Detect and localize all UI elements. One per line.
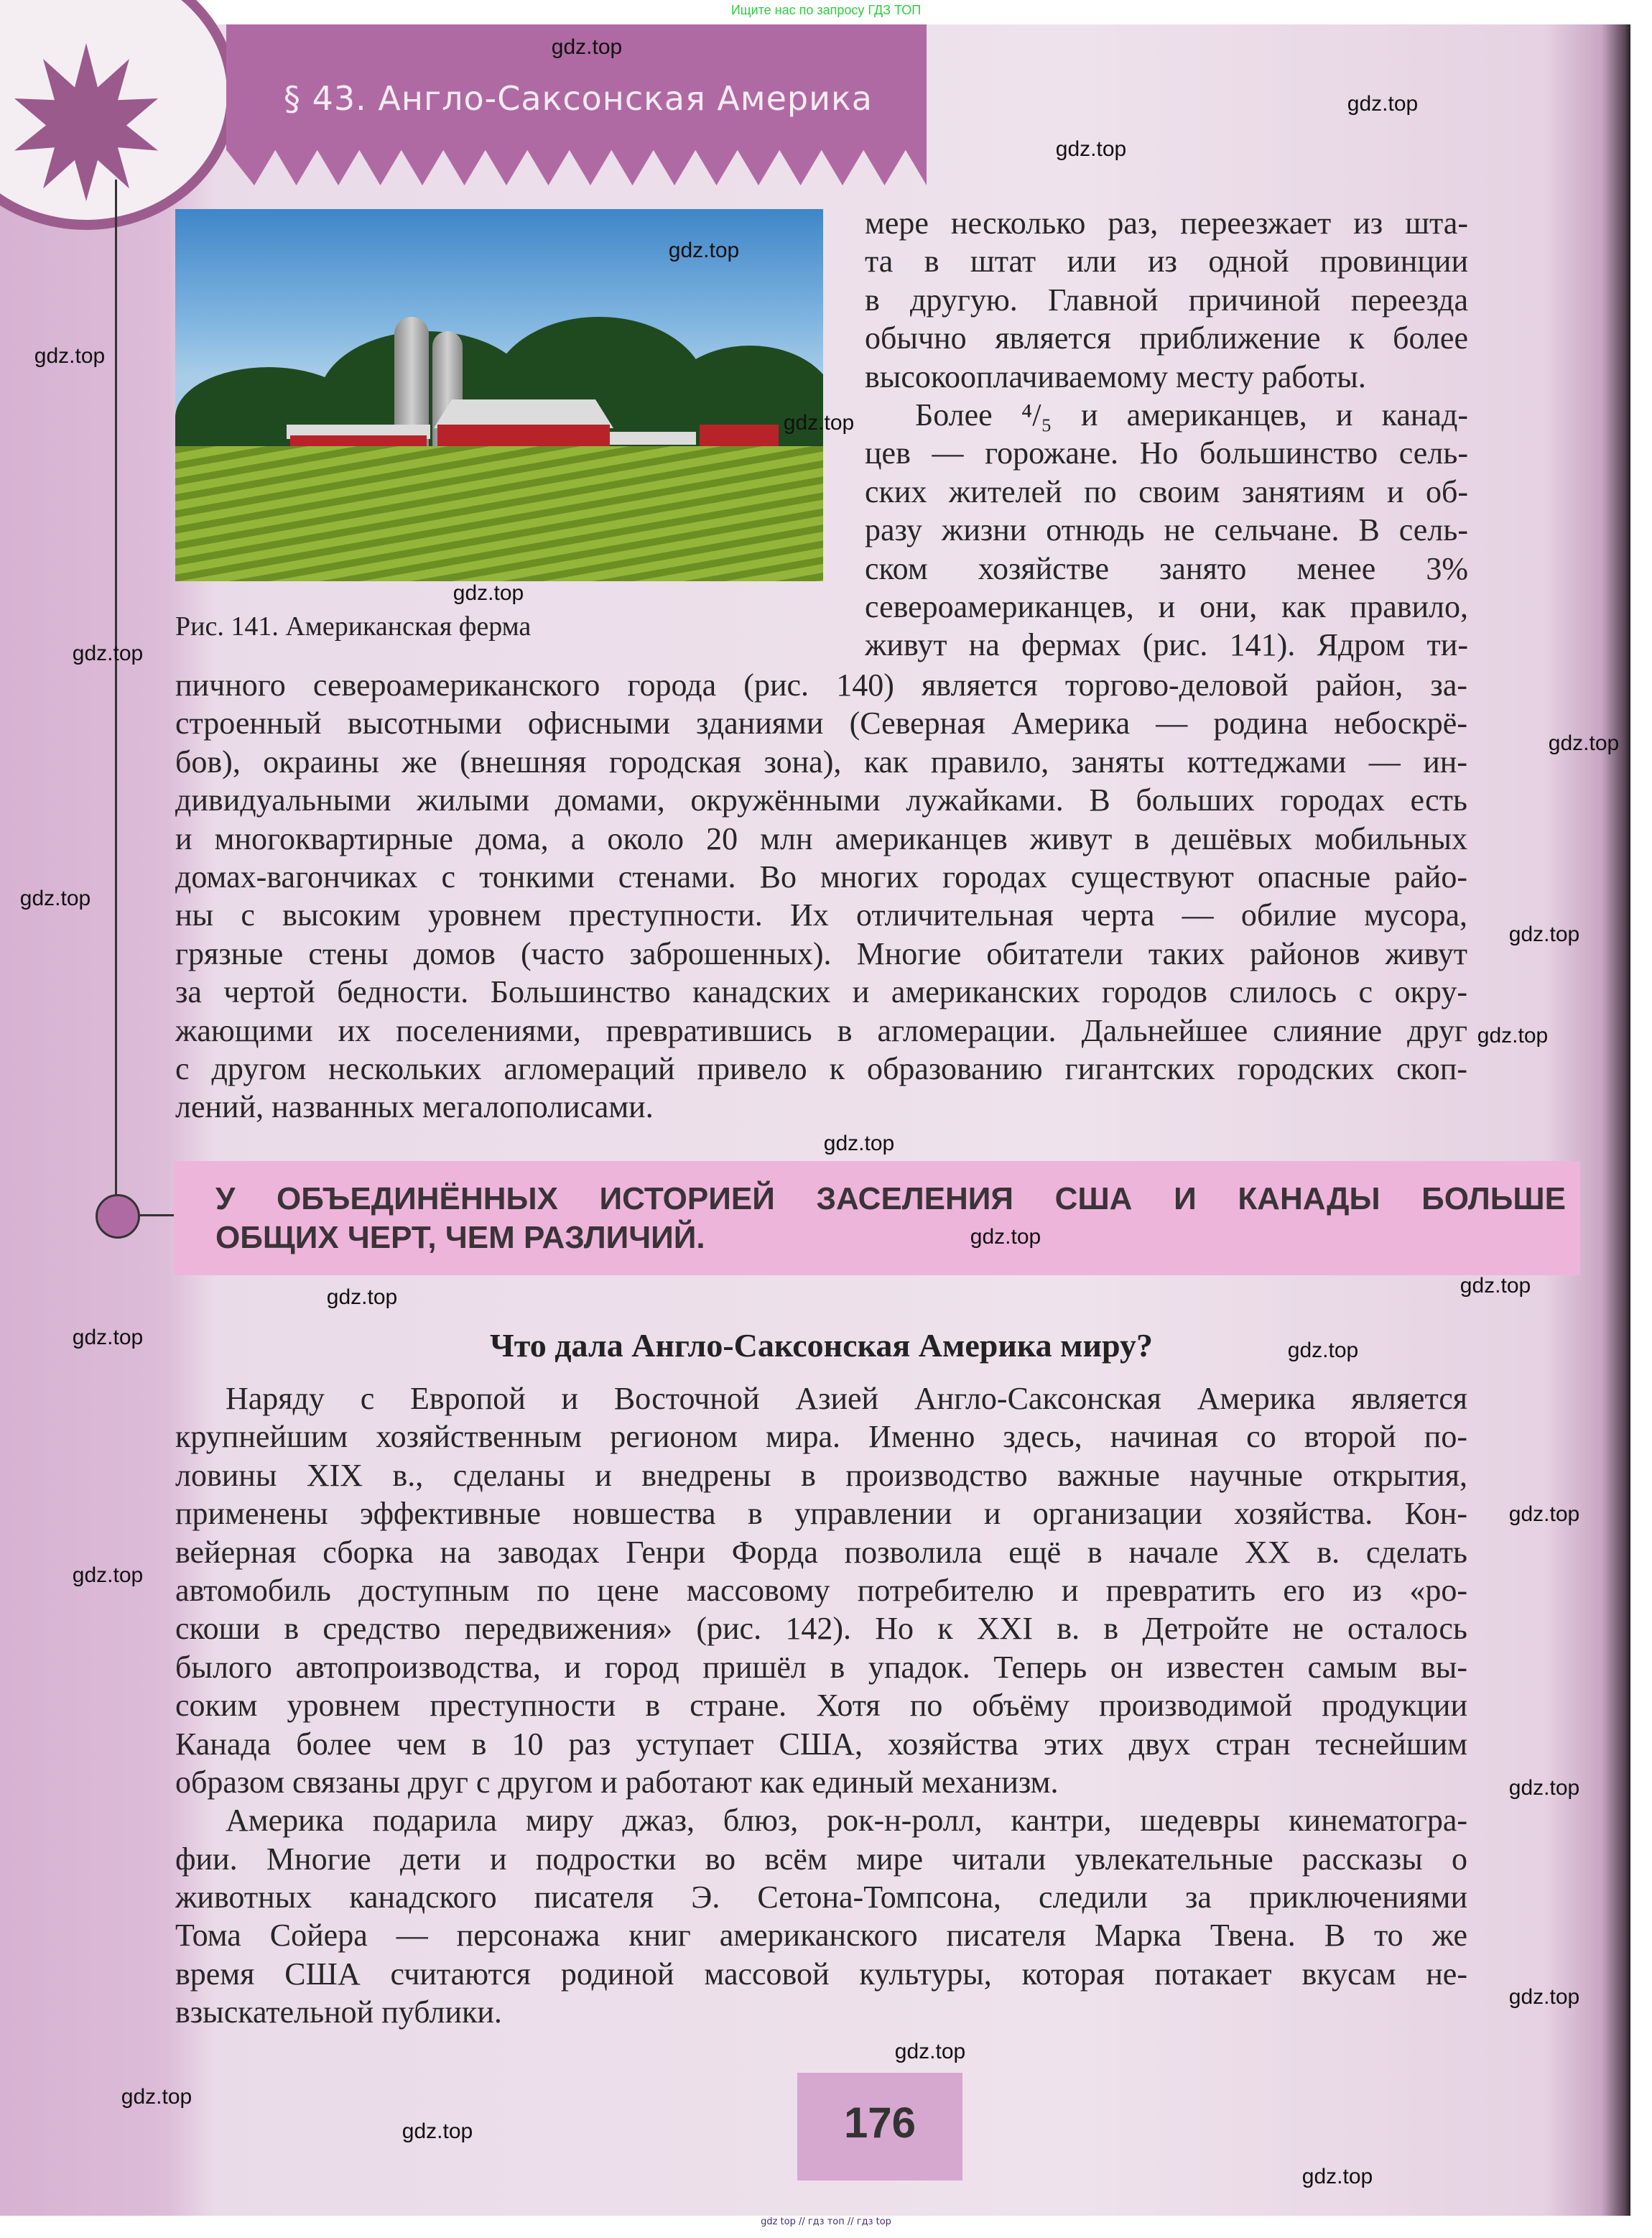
- watermark: gdz.top: [1287, 1338, 1359, 1362]
- text-line: с другом нескольких агломераций привело к образованию гигантских городских скоп-: [175, 1050, 1467, 1086]
- watermark: gdz.top: [970, 1225, 1041, 1249]
- watermark: gdz.top: [1055, 137, 1127, 161]
- watermark: gdz.top: [1301, 2165, 1373, 2188]
- watermark: gdz.top: [551, 35, 623, 59]
- thesis-line: У ОБЪЕДИНЁННЫХ ИСТОРИЕЙ ЗАСЕЛЕНИЯ США И КАНАДЫ БОЛЬШЕ: [215, 1181, 1566, 1216]
- text-line: дивидуальными жилыми домами, окружёнными лужайками. В больших городах есть: [175, 782, 1467, 818]
- watermark: gdz.top: [72, 1563, 144, 1587]
- text-line: та в штат или из одной провинции: [865, 244, 1468, 279]
- text-line: Тома Сойера — персонажа книг американского писателя Марка Твена. В то же: [175, 1918, 1467, 1953]
- text-line: цев — горожане. Но большинство сель-: [865, 435, 1468, 471]
- watermark: gdz.top: [1477, 1024, 1549, 1048]
- thesis-text: [215, 1180, 1566, 1257]
- watermark: gdz.top: [1508, 923, 1580, 946]
- text-line: Америка подарила миру джаз, блюз, рок-н-ролл, кантри, шедевры кинематогра-: [226, 1803, 1467, 1839]
- thesis-line: ОБЩИХ ЧЕРТ, ЧЕМ РАЗЛИЧИЙ.: [215, 1220, 705, 1255]
- footer-note: gdz top // гдз топ // гдз top: [761, 2216, 891, 2227]
- watermark: gdz.top: [453, 581, 524, 605]
- right-column-text: [865, 204, 1468, 665]
- text-line: бов), окраины же (внешняя городская зона), как правило, заняты коттеджами — ин-: [175, 744, 1467, 780]
- watermark: gdz.top: [823, 1132, 895, 1155]
- text-line: ловины XIX в., сделаны и внедрены в производство важные научные открытия,: [175, 1457, 1467, 1493]
- text-line: за чертой бедности. Большинство канадских и американских городов слилось с окру-: [175, 974, 1467, 1010]
- watermark: gdz.top: [1460, 1274, 1531, 1298]
- watermark: gdz.top: [402, 2119, 473, 2143]
- text-line: домах-вагончиках с тонкими стенами. Во многих городах существуют опасные райо-: [175, 859, 1467, 894]
- text-line: в другую. Главной причиной переезда: [865, 282, 1468, 318]
- watermark: gdz.top: [1548, 731, 1620, 755]
- top-note: Ищите нас по запросу ГДЗ ТОП: [730, 3, 922, 17]
- watermark: gdz.top: [1347, 92, 1419, 116]
- text-line: лений, названных мегалополисами.: [175, 1089, 654, 1125]
- subsection-text: [175, 1379, 1467, 2032]
- watermark: gdz.top: [72, 642, 144, 665]
- subsection-heading: Что дала Англо-Саксонская Америка миру?: [490, 1327, 1153, 1364]
- text-line: Более ⁴/₅ и американцев, и канад-: [915, 397, 1468, 433]
- watermark: gdz.top: [894, 2040, 966, 2063]
- text-line: крупнейшим хозяйственным регионом мира. Именно здесь, начиная со второй по-: [175, 1419, 1467, 1455]
- watermark: gdz.top: [1508, 1502, 1580, 1526]
- text-line: ском хозяйстве занято менее 3%: [865, 550, 1468, 586]
- text-line: Канада более чем в 10 раз уступает США, хозяйства этих двух стран теснейшим: [175, 1726, 1467, 1762]
- text-line: автомобиль доступным по цене массовому потребителю и превратить его из «ро-: [175, 1572, 1467, 1608]
- text-line: мере несколько раз, переезжает из шта-: [865, 205, 1468, 241]
- text-line: североамериканцев, и они, как правило,: [865, 588, 1468, 624]
- text-line: время США считаются родиной массовой культуры, которая потакает вкусам не-: [175, 1956, 1467, 1992]
- text-line: фии. Многие дети и подростки во всём мире читали увлекательные рассказы о: [175, 1841, 1467, 1877]
- text-line: вейерная сборка на заводах Генри Форда позволила ещё в начале XX в. сделать: [175, 1534, 1467, 1570]
- text-line: строенный высотными офисными зданиями (Северная Америка — родина небоскрё-: [175, 706, 1467, 741]
- text-line: и многоквартирные дома, а около 20 млн американцев живут в дешёвых мобильных: [175, 820, 1467, 856]
- text-line: высокооплачиваемому месту работы.: [865, 359, 1366, 394]
- watermark: gdz.top: [1508, 1776, 1580, 1800]
- text-line: живут на фермах (рис. 141). Ядром ти-: [865, 627, 1468, 663]
- text-line: разу жизни отнюдь не сельчане. В сель-: [865, 512, 1468, 548]
- watermark: gdz.top: [19, 887, 91, 910]
- page-number: 176: [843, 2099, 917, 2147]
- text-line: образом связаны друг с другом и работают как единый механизм.: [175, 1764, 1059, 1800]
- watermark: gdz.top: [121, 2085, 192, 2109]
- text-line: ских жителей по своим занятиям и об-: [865, 473, 1468, 509]
- figure-caption: Рис. 141. Американская ферма: [175, 611, 532, 642]
- text-line: Наряду с Европой и Восточной Азией Англо-Саксонская Америка является: [226, 1381, 1467, 1416]
- watermark: gdz.top: [34, 344, 106, 368]
- text-line: пичного североамериканского города (рис. 140) является торгово-деловой район, за-: [175, 667, 1467, 703]
- watermark: gdz.top: [783, 411, 855, 435]
- text-line: взыскательной публики.: [175, 1994, 502, 2030]
- text-line: животных канадского писателя Э. Сетона-Томпсона, следили за приключениями: [175, 1879, 1467, 1915]
- text-line: былого автопроизводства, и город пришёл в упадок. Теперь он известен самым вы-: [175, 1649, 1467, 1685]
- watermark: gdz.top: [72, 1326, 144, 1349]
- thesis-bullet: [96, 1194, 140, 1239]
- watermark: gdz.top: [326, 1285, 398, 1309]
- bullet-connector: [140, 1214, 176, 1216]
- text-line: грязные стены домов (часто заброшенных). Многие обитатели таких районов живут: [175, 935, 1467, 971]
- farm-photo: [175, 209, 823, 581]
- text-line: жающими их поселениями, превратившись в агломерации. Дальнейшее слияние друг: [175, 1012, 1467, 1048]
- text-line: скоши в средство передвижения» (рис. 142). Но к XXI в. в Детройте не осталось: [175, 1611, 1467, 1647]
- text-line: обычно является приближение к более: [865, 320, 1468, 356]
- margin-line: [115, 180, 117, 1214]
- body-text: [175, 666, 1467, 1127]
- text-line: соким уровнем преступности в стране. Хотя по объёму производимой продукции: [175, 1688, 1467, 1724]
- watermark: gdz.top: [1508, 1985, 1580, 2009]
- watermark: gdz.top: [668, 239, 740, 262]
- text-line: применены эффективные новшества в управлении и организации хозяйства. Кон-: [175, 1496, 1467, 1532]
- section-title: § 43. Англо-Саксонская Америка: [284, 79, 873, 118]
- text-line: ны с высоким уровнем преступности. Их отличительная черта — обилие мусора,: [175, 897, 1467, 933]
